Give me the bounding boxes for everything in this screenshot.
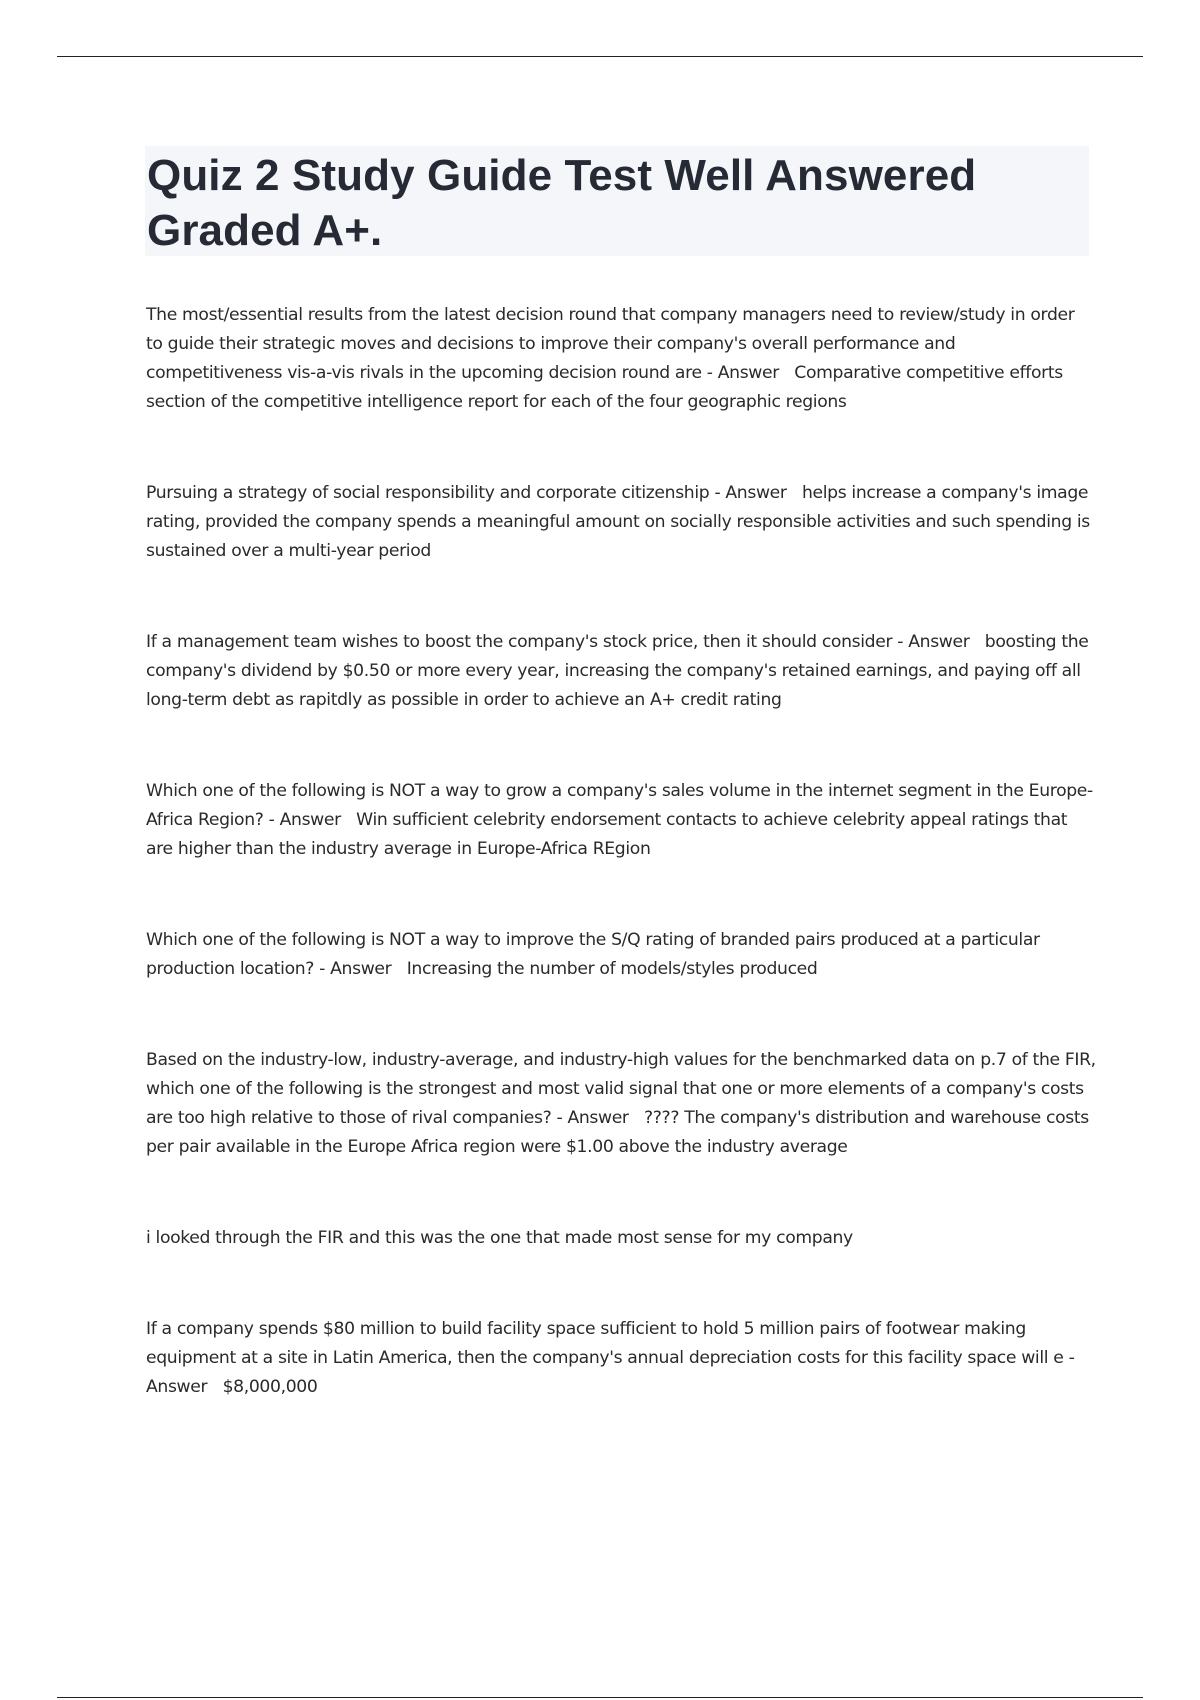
question-text: Which one of the following is NOT a way to improve the S/Q rating of branded pairs produced at a particular production location? - Answer xyxy=(146,930,1040,979)
top-rule xyxy=(57,56,1143,57)
question-text: Based on the industry-low, industry-average, and industry-high values for the benchmarked data on p.7 of the FIR, which one of the following is the strongest and most valid signal that one or more elements of a company's costs are too high relative to those of rival companies? - Answer xyxy=(146,1050,1096,1128)
answer-text: ???? The company's distribution and warehouse costs per pair available in the Europe Africa region were $1.00 above the industry average xyxy=(146,1108,1089,1157)
qa-entry xyxy=(146,777,1096,864)
question-text: If a company spends $80 million to build facility space sufficient to hold 5 million pairs of footwear making equipment at a site in Latin America, then the company's annual depreciation costs for this facility space will e - Answer xyxy=(146,1319,1075,1397)
question-text: If a management team wishes to boost the company's stock price, then it should consider - Answer xyxy=(146,632,970,652)
qa-entry xyxy=(146,1315,1096,1402)
bottom-rule xyxy=(57,1697,1143,1698)
qa-entry xyxy=(146,479,1096,566)
question-text: Which one of the following is NOT a way to grow a company's sales volume in the internet segment in the Europe-Africa Region? - Answer xyxy=(146,781,1093,830)
question-text: The most/essential results from the latest decision round that company managers need to review/study in order to guide their strategic moves and decisions to improve their company's overall performance and competitiveness vis-a-vis rivals in the upcoming decision round are - Answer xyxy=(146,305,1075,383)
title-banner xyxy=(145,146,1089,256)
answer-text: boosting the company's dividend by $0.50 or more every year, increasing the company's retained earnings, and paying off all long-term debt as rapitdly as possible in order to achieve an A+ credit rating xyxy=(146,632,1089,710)
qa-list xyxy=(146,301,1096,1402)
document-title: Quiz 2 Study Guide Test Well Answered Graded A+. xyxy=(147,151,977,255)
qa-entry xyxy=(146,926,1096,984)
answer-text: Comparative competitive efforts section of the competitive intelligence report for each of the four geographic regions xyxy=(146,363,1063,412)
note-text xyxy=(146,1224,1096,1253)
question-text: Pursuing a strategy of social responsibility and corporate citizenship - Answer xyxy=(146,483,787,503)
qa-entry xyxy=(146,1046,1096,1162)
qa-entry xyxy=(146,301,1096,417)
answer-text: Win sufficient celebrity endorsement contacts to achieve celebrity appeal ratings that are higher than the industry average in Europe-Africa REgion xyxy=(146,810,1068,859)
answer-text: Increasing the number of models/styles produced xyxy=(406,959,818,979)
qa-entry xyxy=(146,628,1096,715)
note-line: i looked through the FIR and this was the one that made most sense for my company xyxy=(146,1228,853,1248)
answer-text: helps increase a company's image rating, provided the company spends a meaningful amount on socially responsible activities and such spending is sustained over a multi-year period xyxy=(146,483,1090,561)
answer-text: $8,000,000 xyxy=(222,1377,318,1397)
